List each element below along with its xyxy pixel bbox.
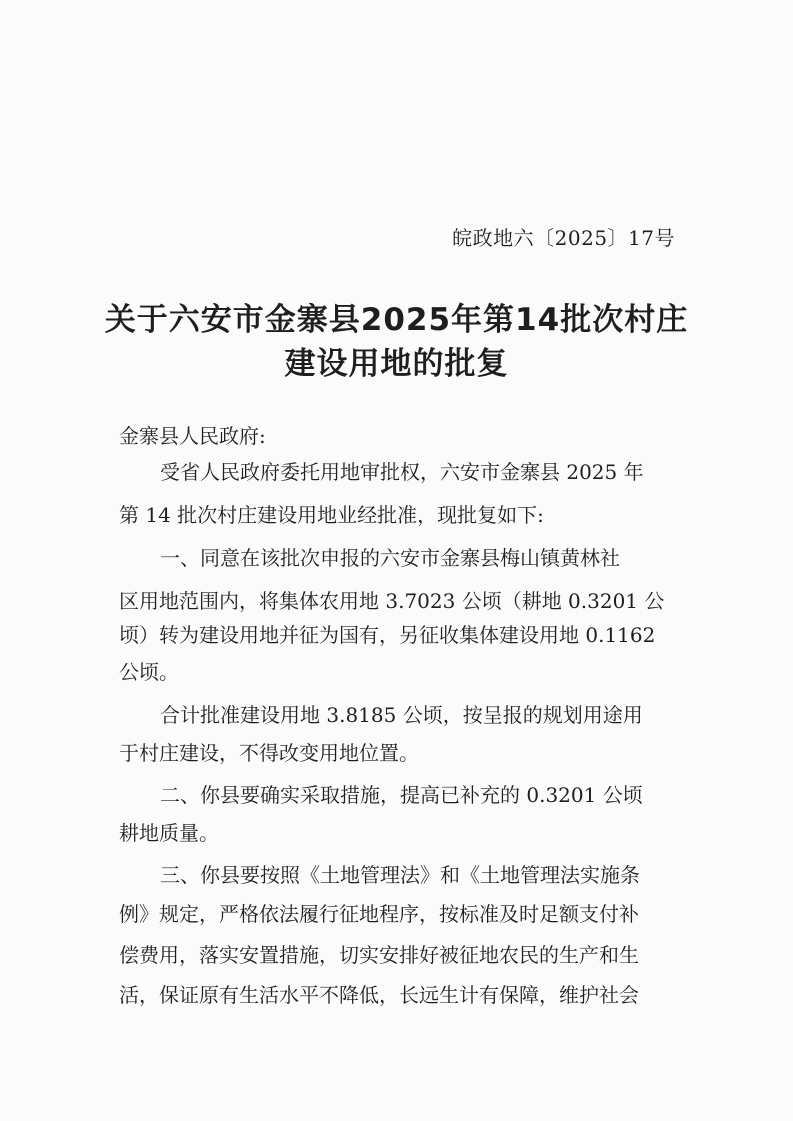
paragraph-line: 二、你县要确实采取措施，提高已补充的 0.3201 公顷 <box>160 783 643 807</box>
paragraph-line: 一、同意在该批次申报的六安市金寨县梅山镇黄林社 <box>160 546 620 570</box>
paragraph-line: 顷）转为建设用地并征为国有，另征收集体建设用地 0.1162 <box>119 623 656 647</box>
paragraph-line: 例》规定，严格依法履行征地程序，按标准及时足额支付补 <box>119 902 639 926</box>
paragraph-line: 区用地范围内，将集体农用地 3.7023 公顷（耕地 0.3201 公 <box>119 589 665 613</box>
paragraph-line: 三、你县要按照《土地管理法》和《土地管理法实施条 <box>160 863 640 887</box>
addressee: 金寨县人民政府: <box>119 424 266 448</box>
paragraph-line: 第 14 批次村庄建设用地业经批准，现批复如下: <box>119 503 544 527</box>
paragraph-line: 耕地质量。 <box>119 821 219 845</box>
paragraph-line: 于村庄建设，不得改变用地位置。 <box>119 741 419 765</box>
document-number: 皖政地六〔2025〕17号 <box>452 226 675 250</box>
paragraph-line: 偿费用，落实安置措施，切实安排好被征地农民的生产和生 <box>119 943 639 967</box>
paragraph-line: 受省人民政府委托用地审批权，六安市金寨县 2025 年 <box>160 460 644 484</box>
paragraph-line: 合计批准建设用地 3.8185 公顷，按呈报的规划用途用 <box>160 703 643 727</box>
paragraph-line: 公顷。 <box>119 660 179 684</box>
document-title-line-2: 建设用地的批复 <box>284 346 509 382</box>
paragraph-line: 活，保证原有生活水平不降低，长远生计有保障，维护社会 <box>119 983 639 1007</box>
document-title-line-1: 关于六安市金寨县2025年第14批次村庄 <box>104 302 689 338</box>
